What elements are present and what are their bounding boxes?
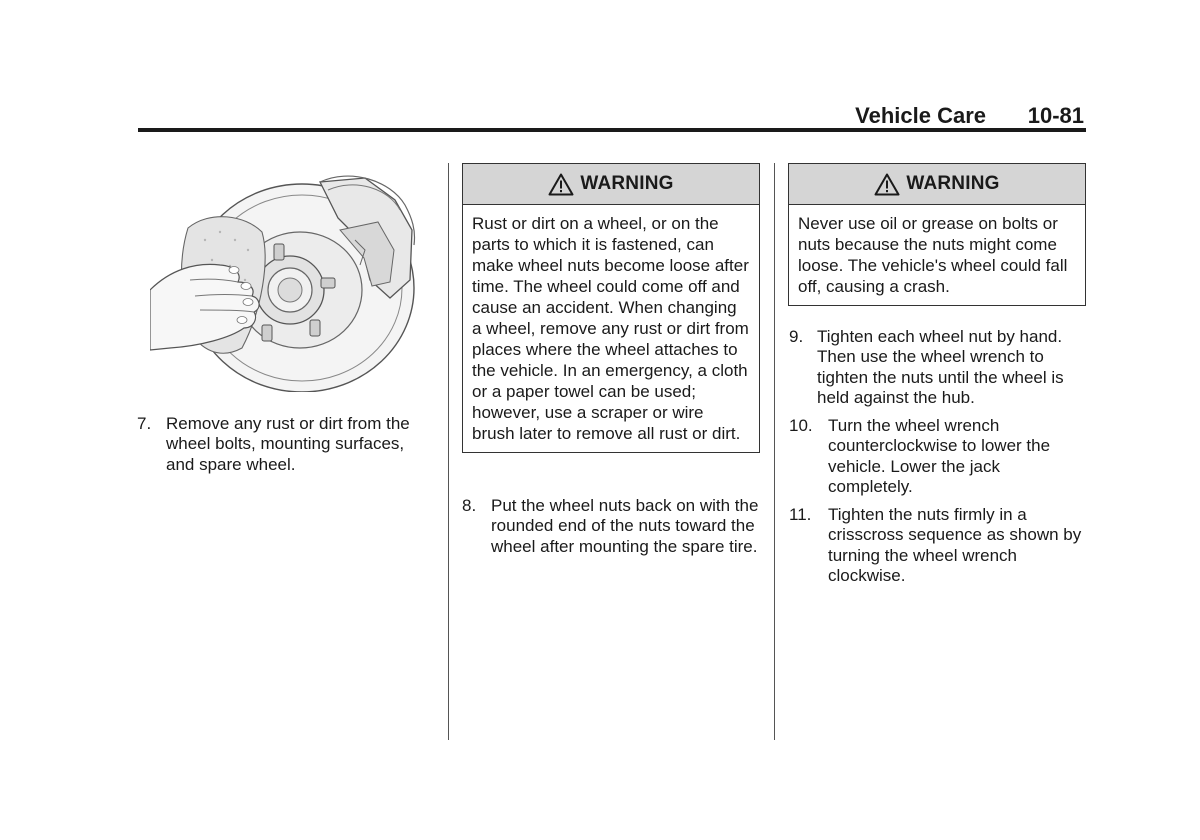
column-divider bbox=[774, 163, 775, 740]
wheel-hub-cleaning-illustration bbox=[150, 170, 435, 392]
column-divider bbox=[448, 163, 449, 740]
warning-text: Never use oil or grease on bolts or nuts because the nuts might come loose. The vehicle's wheel could fall off, causing a crash. bbox=[798, 214, 1068, 296]
warning-triangle-icon bbox=[548, 173, 574, 196]
page-header bbox=[138, 100, 1086, 130]
warning-header bbox=[789, 164, 1085, 205]
step-text: Tighten the nuts firmly in a crisscross sequence as shown by turning the wheel wrench clockwise. bbox=[828, 505, 1082, 585]
warning-header bbox=[463, 164, 759, 205]
step-text: Turn the wheel wrench counterclockwise to lower the vehicle. Lower the jack completely. bbox=[828, 416, 1051, 496]
step-number: 10. bbox=[789, 416, 813, 435]
step-number: 9. bbox=[789, 327, 804, 346]
step-text: Tighten each wheel nut by hand. Then use the wheel wrench to tighten the nuts until the wheel is held against the hub. bbox=[817, 327, 1064, 407]
warning-triangle-icon bbox=[874, 173, 900, 196]
warning-text: Rust or dirt on a wheel, or on the parts to which it is fastened, can make wheel nuts become loose after time. The wheel could come off and cause an accident. When changing a wheel, remove any rust or dirt from places where the wheel attaches to the vehicle. In an emergency, a cloth or a paper towel can be used; however, use a scraper or wire brush later to remove all rust or dirt. bbox=[472, 214, 749, 443]
warning-box bbox=[462, 163, 760, 453]
step-number: 7. bbox=[137, 414, 152, 433]
warning-heading: WARNING bbox=[906, 173, 1000, 194]
step-text: Put the wheel nuts back on with the rounded end of the nuts toward the wheel after mounting the spare tire. bbox=[491, 496, 759, 556]
warning-heading: WARNING bbox=[580, 173, 674, 194]
header-rule bbox=[138, 128, 1086, 132]
section-title: Vehicle Care bbox=[855, 103, 986, 128]
step-number: 11. bbox=[789, 505, 812, 524]
page-number: 10-81 bbox=[1027, 103, 1084, 128]
step-number: 8. bbox=[462, 496, 477, 515]
step-text: Remove any rust or dirt from the wheel bolts, mounting surfaces, and spare wheel. bbox=[166, 414, 410, 474]
warning-box bbox=[788, 163, 1086, 306]
